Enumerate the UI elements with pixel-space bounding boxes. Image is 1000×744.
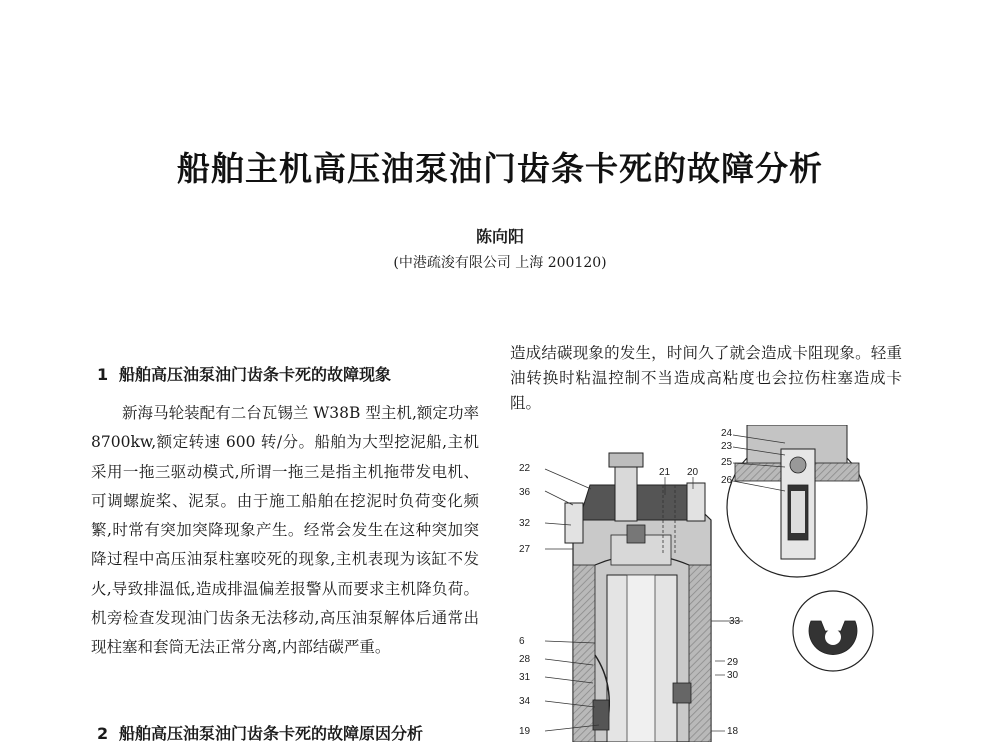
callout-label: 22	[519, 463, 531, 474]
section1-paragraph: 新海马轮装配有二台瓦锡兰 W38B 型主机,额定功率 8700kw,额定转速 600 转/分。船舶为大型挖泥船,主机采用一拖三驱动模式,所谓一拖三是指主机拖带发电机、可调螺旋桨、泥泵。由于施工船舶在挖泥时负荷变化频繁,时常有突加突降现象产生。经常会发生在这种突加突降过程中高压油泵柱塞咬死的现象,主机表现为该缸不发火,导致排温低,造成排温偏差报警从而要求主机降负荷。机旁检查发现油门齿条无法移动,高压油泵解体后通常出现柱塞和套筒无法正常分离,内部结碳严重。	[91, 404, 479, 657]
callout-label: 6	[519, 636, 525, 647]
callout-label: 31	[519, 672, 531, 683]
callout-label: 18	[727, 726, 739, 737]
section-heading-2	[97, 721, 423, 744]
detail-circle-lower	[793, 591, 873, 671]
callout-label: 29	[727, 657, 739, 668]
callout-label: 32	[519, 518, 531, 529]
callout-label: 21	[659, 467, 671, 478]
callout-label: 24	[721, 428, 733, 439]
callout-label: 30	[727, 670, 739, 681]
section-number: 2	[97, 724, 109, 743]
callout-label: 27	[519, 544, 531, 555]
pump-body	[565, 453, 711, 742]
pump-cross-section-figure	[515, 425, 875, 742]
author-name: 陈向阳	[475, 227, 524, 246]
author-affiliation: (中港疏浚有限公司 上海 200120)	[393, 255, 607, 271]
callout-label: 23	[721, 441, 733, 452]
right-column-paragraph: 造成结碳现象的发生，时间久了就会造成卡阻现象。轻重油转换时粘温控制不当造成高粘度也会拉伤柱塞造成卡阻。	[510, 344, 902, 412]
section-number: 1	[97, 365, 109, 384]
callout-label: 19	[519, 726, 531, 737]
detail-circle-upper	[727, 425, 867, 577]
callout-label: 36	[519, 487, 531, 498]
article-title: 船舶主机高压油泵油门齿条卡死的故障分析	[177, 149, 823, 188]
callout-label: 25	[721, 457, 733, 468]
section-title: 船舶高压油泵油门齿条卡死的故障原因分析	[119, 724, 424, 743]
callout-label: 33	[729, 616, 741, 627]
section-heading-1	[97, 362, 391, 385]
callout-label: 26	[721, 475, 733, 486]
section-title: 船舶高压油泵油门齿条卡死的故障现象	[119, 365, 392, 384]
callout-label: 20	[687, 467, 699, 478]
callout-label: 34	[519, 696, 531, 707]
callout-label: 28	[519, 654, 531, 665]
